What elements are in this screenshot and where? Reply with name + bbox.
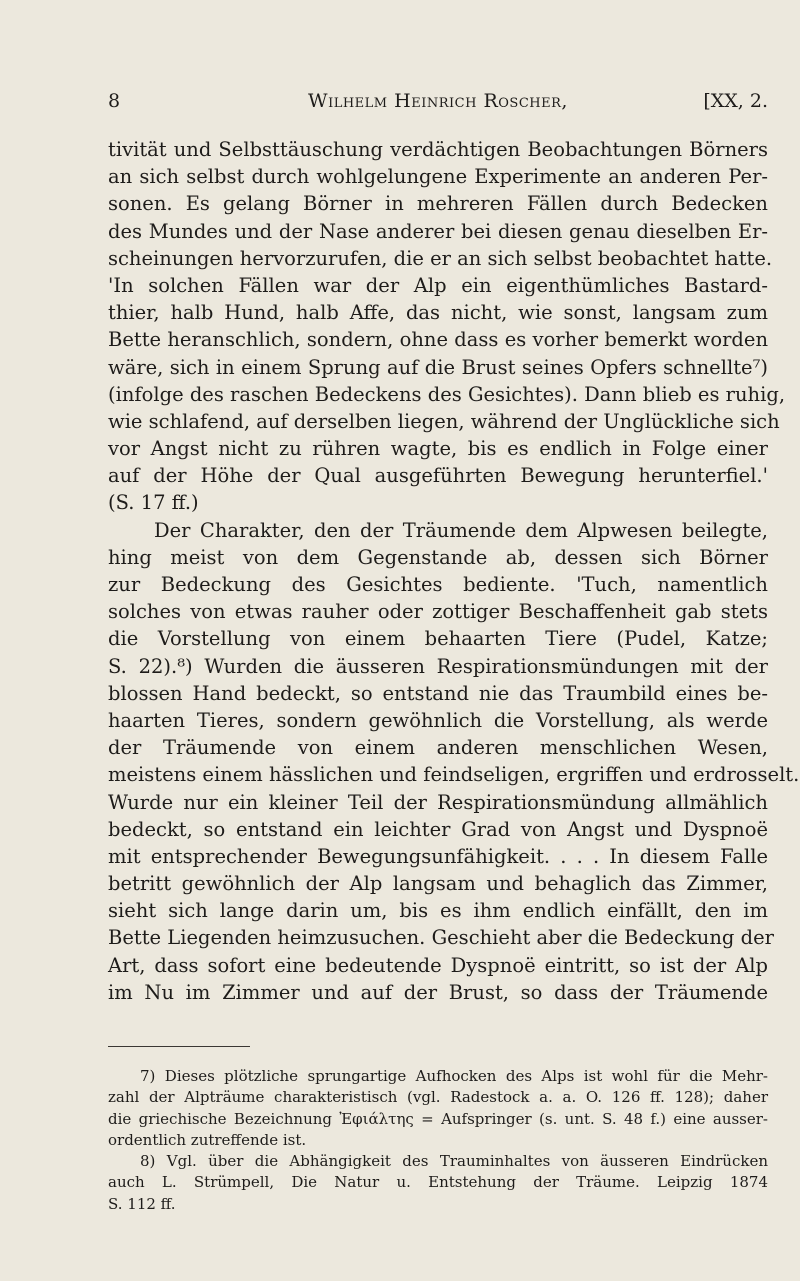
text-line: die Vorstellung von einem behaarten Tiere (Pudel, Katze; xyxy=(108,627,768,651)
text-line: sieht sich lange darin um, bis es ihm endlich einfällt, den im xyxy=(108,899,768,923)
text-line: S. 22).⁸) Wurden die äusseren Respirationsmündungen mit der xyxy=(108,654,768,678)
page-number: 8 xyxy=(108,90,121,112)
text-line: Art, dass sofort eine bedeutende Dyspnoë eintritt, so ist der Alp xyxy=(108,953,768,977)
text-line: blossen Hand bedeckt, so entstand nie das Traumbild eines be- xyxy=(108,681,768,705)
text-line: vor Angst nicht zu rühren wagte, bis es endlich in Folge einer xyxy=(108,437,768,461)
text-line: wäre, sich in einem Sprung auf die Brust seines Opfers schnellte⁷) xyxy=(108,355,768,379)
text-line: der Träumende von einem anderen menschlichen Wesen, xyxy=(108,736,768,760)
footnote-line: S. 112 ff. xyxy=(108,1194,176,1213)
footnote-line: die griechische Bezeichnung Ἐφιάλτης = Aufspringer (s. unt. S. 48 f.) eine ausser- xyxy=(108,1109,768,1128)
text-line: bedeckt, so entstand ein leichter Grad von Angst und Dyspnoë xyxy=(108,817,768,841)
text-line: solches von etwas rauher oder zottiger Beschaffenheit gab stets xyxy=(108,600,768,624)
text-line: haarten Tieres, sondern gewöhnlich die Vorstellung, als werde xyxy=(108,708,768,732)
text-line: meistens einem hässlichen und feindseligen, ergriffen und erdrosselt. xyxy=(108,763,800,787)
running-title: Wilhelm Heinrich Roscher, xyxy=(308,90,568,112)
footnote-line: 8) Vgl. über die Abhängigkeit des Trauminhaltes von äusseren Eindrücken xyxy=(140,1152,768,1171)
footnote-divider xyxy=(108,1046,250,1047)
text-line: im Nu im Zimmer und auf der Brust, so dass der Träumende xyxy=(108,980,768,1004)
section-reference: [XX, 2. xyxy=(703,90,768,112)
footnote-line: auch L. Strümpell, Die Natur u. Entstehung der Träume. Leipzig 1874 xyxy=(108,1173,768,1192)
footnote-line: 7) Dieses plötzliche sprungartige Aufhocken des Alps ist wohl für die Mehr- xyxy=(140,1067,768,1085)
footnotes xyxy=(108,1066,768,1215)
page-header xyxy=(108,90,768,120)
text-line: Bette Liegenden heimzusuchen. Geschieht aber die Bedeckung der xyxy=(108,926,774,950)
text-line: tivität und Selbsttäuschung verdächtigen Beobachtungen Börners xyxy=(108,138,768,161)
text-line: sonen. Es gelang Börner in mehreren Fällen durch Bedecken xyxy=(108,192,768,216)
footnote-line: ordentlich zutreffende ist. xyxy=(108,1130,307,1149)
text-line: an sich selbst durch wohlgelungene Experimente an anderen Per- xyxy=(108,165,768,189)
text-line: (infolge des raschen Bedeckens des Gesichtes). Dann blieb es ruhig, xyxy=(108,382,786,406)
text-line: Der Charakter, den der Träumende dem Alpwesen beilegte, xyxy=(154,518,768,542)
text-line: auf der Höhe der Qual ausgeführten Bewegung herunterfiel.' xyxy=(108,464,768,488)
text-line: zur Bedeckung des Gesichtes bediente. 'Tuch, namentlich xyxy=(108,573,768,596)
text-line: des Mundes und der Nase anderer bei diesen genau dieselben Er- xyxy=(108,219,768,243)
text-line: Bette heranschlich, sondern, ohne dass es vorher bemerkt worden xyxy=(108,328,768,352)
text-line: thier, halb Hund, halb Affe, das nicht, wie sonst, langsam zum xyxy=(108,301,768,325)
text-line: scheinungen hervorzurufen, die er an sich selbst beobachtet hatte. xyxy=(108,246,773,270)
text-line: wie schlafend, auf derselben liegen, während der Unglückliche sich xyxy=(108,409,780,433)
text-line: hing meist von dem Gegenstande ab, dessen sich Börner xyxy=(108,545,768,569)
text-line: 'In solchen Fällen war der Alp ein eigenthümliches Bastard- xyxy=(108,273,768,297)
body-text xyxy=(108,136,800,1006)
footnote-line: zahl der Alpträume charakteristisch (vgl. Radestock a. a. O. 126 ff. 128); daher xyxy=(108,1088,768,1107)
text-line: Wurde nur ein kleiner Teil der Respirationsmündung allmählich xyxy=(108,790,768,814)
text-line: mit entsprechender Bewegungsunfähigkeit. . . . In diesem Falle xyxy=(108,844,768,868)
text-line: betritt gewöhnlich der Alp langsam und behaglich das Zimmer, xyxy=(108,872,768,896)
text-line: (S. 17 ff.) xyxy=(108,491,199,515)
